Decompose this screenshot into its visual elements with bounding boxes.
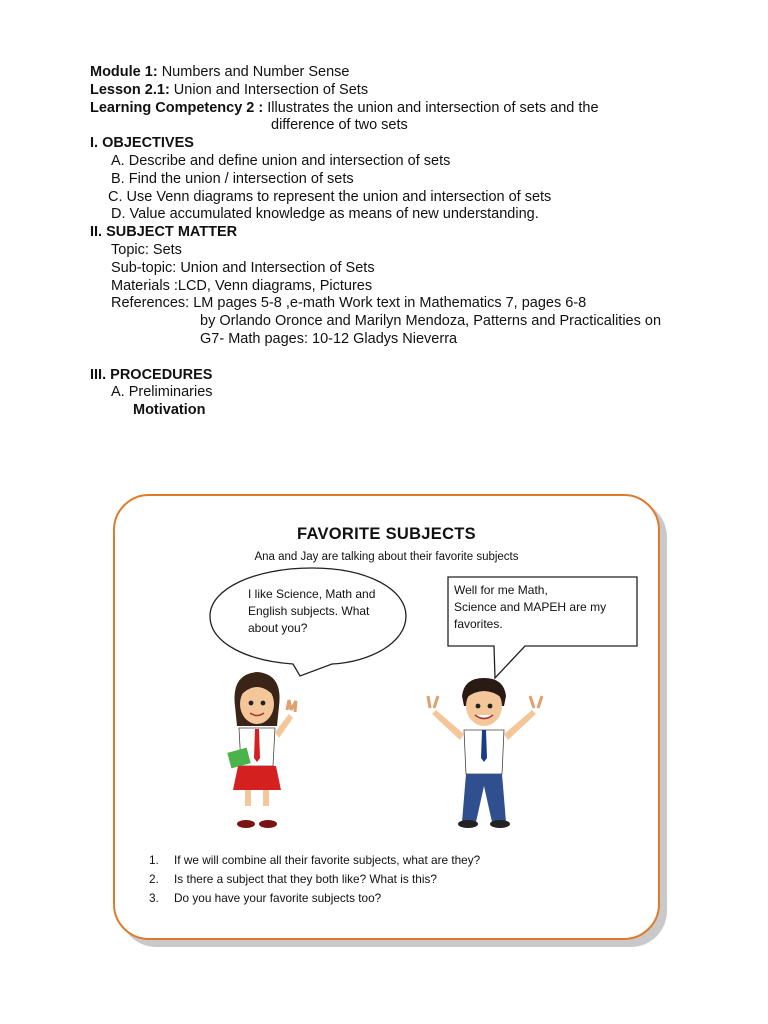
subject-matter-heading: II. SUBJECT MATTER xyxy=(90,224,238,241)
card-title: FAVORITE SUBJECTS xyxy=(297,525,476,543)
preliminaries-line: A. Preliminaries xyxy=(111,384,213,401)
question-2: 2. Is there a subject that they both like? What is this? xyxy=(149,872,437,886)
competency-line: Learning Competency 2 : Illustrates the union and intersection of sets and the xyxy=(90,99,599,116)
boy-speech-text: Well for me Math, Science and MAPEH are my favorites. xyxy=(454,583,607,631)
girl-illustration xyxy=(217,666,317,836)
procedures-heading: III. PROCEDURES xyxy=(90,366,213,383)
references-line-2: by Orlando Oronce and Marilyn Mendoza, Patterns and Practicalities on xyxy=(200,313,662,330)
references-line-3: G7- Math pages: 10-12 Gladys Nieverra xyxy=(200,330,458,347)
boy-illustration xyxy=(412,674,562,834)
lesson-line: Lesson 2.1: Union and Intersection of Sets xyxy=(90,81,369,98)
question-list xyxy=(149,851,480,908)
question-1: 1. If we will combine all their favorite subjects, what are they? xyxy=(149,853,481,867)
objectives-heading: I. OBJECTIVES xyxy=(90,135,194,152)
objective-c: C. Use Venn diagrams to represent the union and intersection of sets xyxy=(108,188,552,205)
lesson-plan-text xyxy=(90,64,661,420)
objective-b: B. Find the union / intersection of sets xyxy=(111,170,354,187)
favorite-subjects-card xyxy=(113,494,660,940)
motivation-label: Motivation xyxy=(133,402,206,419)
objective-a: A. Describe and define union and intersection of sets xyxy=(111,152,451,169)
topic-line: Topic: Sets xyxy=(111,241,182,258)
subtopic-line: Sub-topic: Union and Intersection of Sets xyxy=(111,259,375,276)
module-line: Module 1: Numbers and Number Sense xyxy=(90,64,350,80)
materials-line: Materials :LCD, Venn diagrams, Pictures xyxy=(111,277,373,294)
references-line: References: LM pages 5-8 ,e-math Work text in Mathematics 7, pages 6-8 xyxy=(111,295,587,312)
objective-d: D. Value accumulated knowledge as means of new understanding. xyxy=(111,206,539,223)
girl-speech-text: I like Science, Math and English subjects. What about you? xyxy=(248,587,376,635)
question-3: 3. Do you have your favorite subjects too? xyxy=(149,891,382,905)
competency-line-continued: difference of two sets xyxy=(271,117,408,134)
card-subtitle: Ana and Jay are talking about their favorite subjects xyxy=(254,551,519,563)
